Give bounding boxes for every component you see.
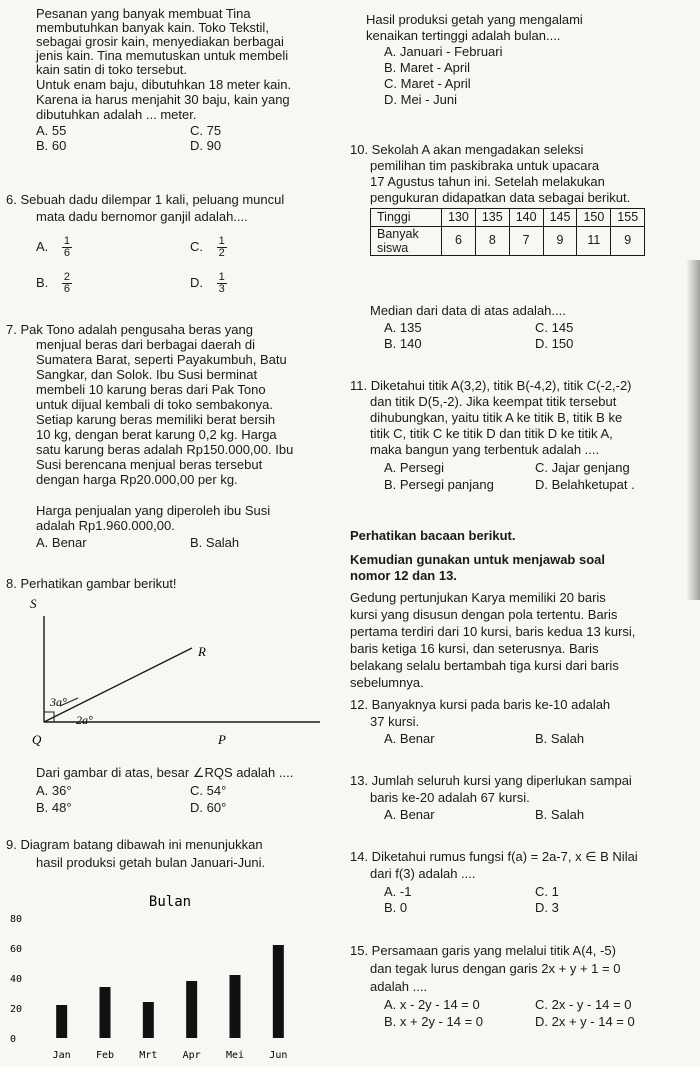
table-cell: 155 — [611, 209, 645, 227]
q6-line-1: 6. Sebuah dadu dilempar 1 kali, peluang muncul — [6, 192, 285, 207]
q6-option-d-numerator: 1 — [218, 271, 225, 283]
bar-mei — [230, 975, 241, 1038]
table-cell: 130 — [442, 209, 476, 227]
q7-statement-line-2: adalah Rp1.960.000,00. — [36, 518, 175, 533]
y-tick-label: 40 — [10, 974, 23, 985]
q11-option-b[interactable]: B. Persegi panjang — [384, 477, 494, 492]
reading-subtitle-line-2: nomor 12 dan 13. — [350, 568, 457, 583]
table-cell: 8 — [475, 227, 509, 256]
reading-title: Perhatikan bacaan berikut. — [350, 528, 516, 543]
label-angle-2a: 2a° — [76, 713, 93, 727]
q6-option-b-fraction — [62, 272, 72, 295]
table-cell: 145 — [543, 209, 577, 227]
q11-line-1: 11. Diketahui titik A(3,2), titik B(-4,2), titik C(-2,-2) — [350, 378, 632, 393]
label-s: S — [30, 596, 37, 611]
q11-line-5: maka bangun yang terbentuk adalah .... — [370, 442, 600, 457]
q6-option-c-fraction — [217, 236, 227, 259]
q8-option-b[interactable]: B. 48° — [36, 800, 72, 815]
q6-option-d-fraction — [217, 272, 227, 295]
q11-option-d[interactable]: D. Belahketupat . — [535, 477, 635, 492]
q8-intro: 8. Perhatikan gambar berikut! — [6, 576, 177, 591]
q12-line-1: 12. Banyaknya kursi pada baris ke-10 adalah — [350, 697, 611, 712]
y-tick-label: 60 — [10, 944, 23, 955]
q6-option-b-denominator: 6 — [63, 283, 71, 295]
q11-option-c[interactable]: C. Jajar genjang — [535, 460, 630, 475]
q7-line-6: untuk dijual kembali di toko sembakonya. — [36, 397, 274, 412]
table-cell: 135 — [475, 209, 509, 227]
q6-option-a-numerator: 1 — [63, 235, 71, 247]
q7-line-3: Sumatera Barat, seperti Payakumbuh, Batu — [36, 352, 287, 367]
q7-line-5: membeli 10 karung beras dari Pak Tono — [36, 382, 266, 397]
q6-option-c-denominator: 2 — [218, 247, 225, 259]
bar-mrt — [143, 1002, 154, 1038]
q9-line-1: 9. Diagram batang dibawah ini menunjukkan — [6, 837, 263, 852]
q14-option-a[interactable]: A. -1 — [384, 884, 412, 899]
q10-line-3: 17 Agustus tahun ini. Setelah melakukan — [370, 174, 605, 189]
table-cell: 7 — [509, 227, 543, 256]
q5-line-7: Karena ia harus menjahit 30 baju, kain yang — [36, 92, 290, 107]
table-cell: 9 — [611, 227, 645, 256]
q7-line-10: Susi berencana menjual beras tersebut — [36, 457, 263, 472]
q6-option-d[interactable] — [190, 272, 227, 295]
q5-line-6: Untuk enam baju, dibutuhkan 18 meter kain. — [36, 77, 292, 92]
q5-line-8: dibutuhkan adalah ... meter. — [36, 107, 197, 122]
q11-line-2: dan titik D(5,-2). Jika keempat titik tersebut — [370, 394, 617, 409]
q6-option-a-label: A. — [36, 238, 49, 254]
q5-option-d[interactable]: D. 90 — [190, 138, 222, 153]
q13-option-a[interactable]: A. Benar — [384, 807, 435, 822]
reading-line-6: sebelumnya. — [350, 675, 424, 690]
q5-option-b[interactable]: B. 60 — [36, 138, 67, 153]
height-data-table — [370, 208, 645, 256]
q6-option-d-label: D. — [190, 274, 203, 290]
q14-option-c[interactable]: C. 1 — [535, 884, 559, 899]
q8-option-a[interactable]: A. 36° — [36, 783, 72, 798]
q15-option-d[interactable]: D. 2x + y - 14 = 0 — [535, 1014, 635, 1029]
q5-line-1: Pesanan yang banyak membuat Tina — [36, 6, 251, 21]
q9-option-c[interactable]: C. Maret - April — [384, 76, 471, 91]
q5-line-5: kain satin di toko tersebut. — [36, 62, 188, 77]
q15-option-b[interactable]: B. x + 2y - 14 = 0 — [384, 1014, 483, 1029]
q6-option-c-numerator: 1 — [218, 235, 225, 247]
q14-option-d[interactable]: D. 3 — [535, 900, 559, 915]
q6-option-d-denominator: 3 — [218, 283, 225, 295]
bar-apr — [186, 981, 197, 1038]
x-tick-label: Jan — [52, 1050, 71, 1061]
q7-line-1: 7. Pak Tono adalah pengusaha beras yang — [6, 322, 253, 337]
table-cell: 140 — [509, 209, 543, 227]
bar-feb — [100, 987, 111, 1038]
q15-line-3: adalah .... — [370, 979, 428, 994]
q13-option-b[interactable]: B. Salah — [535, 807, 585, 822]
q10-option-d[interactable]: D. 150 — [535, 336, 574, 351]
production-bar-chart — [0, 880, 330, 1065]
q13-line-2: baris ke-20 adalah 67 kursi. — [370, 790, 530, 805]
q15-option-c[interactable]: C. 2x - y - 14 = 0 — [535, 997, 632, 1012]
reading-line-3: pertama terdiri dari 10 kursi, baris kedua 13 kursi, — [350, 624, 636, 639]
table-row — [371, 227, 645, 256]
q5-line-4: jenis kain. Tina memutuskan untuk membeli — [36, 48, 289, 63]
q6-option-c[interactable] — [190, 236, 227, 259]
q12-option-a[interactable]: A. Benar — [384, 731, 435, 746]
q9-option-d[interactable]: D. Mei - Juni — [384, 92, 457, 107]
q6-option-a-fraction — [62, 236, 72, 259]
q7-line-4: Sangkar, dan Solok. Ibu Susi berminat — [36, 367, 258, 382]
q10-line-4: pengukuran didapatkan data sebagai berikut. — [370, 190, 631, 205]
q13-line-1: 13. Jumlah seluruh kursi yang diperlukan sampai — [350, 773, 632, 788]
q11-line-3: dihubungkan, yaitu titik A ke titik B, titik B ke — [370, 410, 623, 425]
q15-line-2: dan tegak lurus dengan garis 2x + y + 1 = 0 — [370, 961, 621, 976]
q7-line-8: 10 kg, dengan berat karung 0,2 kg. Harga — [36, 427, 277, 442]
q7-option-a[interactable]: A. Benar — [36, 535, 87, 550]
table-cell: 11 — [577, 227, 611, 256]
q6-option-a-denominator: 6 — [63, 247, 71, 259]
label-angle-3a: 3a° — [50, 695, 67, 709]
table-header-tinggi: Tinggi — [371, 209, 442, 227]
q9-cont-line-1: Hasil produksi getah yang mengalami — [366, 12, 583, 27]
q10-option-b[interactable]: B. 140 — [384, 336, 422, 351]
q8-angle-figure — [30, 594, 330, 754]
q6-line-2: mata dadu bernomor ganjil adalah.... — [36, 209, 248, 224]
q7-option-b[interactable]: B. Salah — [190, 535, 240, 550]
q9-option-b[interactable]: B. Maret - April — [384, 60, 470, 75]
q14-option-b[interactable]: B. 0 — [384, 900, 408, 915]
reading-subtitle-line-1: Kemudian gunakan untuk menjawab soal — [350, 552, 605, 567]
q5-line-3: sebagai grosir kain, menyediakan berbagai — [36, 34, 284, 49]
q9-cont-line-2: kenaikan tertinggi adalah bulan.... — [366, 28, 561, 43]
reading-line-5: belakang selalu bertambah tiga kursi dari baris — [350, 658, 619, 673]
q7-line-11: dengan harga Rp20.000,00 per kg. — [36, 472, 238, 487]
q10-line-1: 10. Sekolah A akan mengadakan seleksi — [350, 142, 584, 157]
q6-option-b-label: B. — [36, 274, 49, 290]
chart-title: Bulan — [148, 894, 192, 910]
y-tick-label: 20 — [10, 1004, 23, 1015]
q6-option-b[interactable] — [36, 272, 72, 295]
page-edge-shadow — [686, 260, 700, 600]
q8-option-c[interactable]: C. 54° — [190, 783, 227, 798]
q9-line-2: hasil produksi getah bulan Januari-Juni. — [36, 855, 266, 870]
q5-option-a[interactable]: A. 55 — [36, 123, 67, 138]
q11-line-4: titik C, titik C ke titik D dan titik D ke titik A, — [370, 426, 613, 441]
q8-option-d[interactable]: D. 60° — [190, 800, 227, 815]
q15-option-a[interactable]: A. x - 2y - 14 = 0 — [384, 997, 480, 1012]
q9-option-a[interactable]: A. Januari - Februari — [384, 44, 503, 59]
label-r: R — [198, 644, 206, 659]
q15-line-1: 15. Persamaan garis yang melalui titik A(4, -5) — [350, 943, 616, 958]
y-tick-label: 0 — [10, 1034, 17, 1045]
table-cell: 150 — [577, 209, 611, 227]
x-tick-label: Apr — [182, 1050, 201, 1061]
table-cell: 6 — [442, 227, 476, 256]
q6-option-c-label: C. — [190, 238, 203, 254]
reading-line-4: baris ketiga 16 kursi, dan seterusnya. Baris — [350, 641, 599, 656]
q5-option-c[interactable]: C. 75 — [190, 123, 222, 138]
q14-line-1: 14. Diketahui rumus fungsi f(a) = 2a-7, x ∈ B Nilai — [350, 849, 638, 864]
x-tick-label: Mei — [225, 1050, 245, 1061]
table-row — [371, 209, 645, 227]
x-tick-label: Jun — [269, 1050, 288, 1061]
table-header-banyak-siswa: Banyak siswa — [371, 227, 442, 256]
q10-question: Median dari data di atas adalah.... — [370, 303, 566, 318]
q8-question: Dari gambar di atas, besar ∠RQS adalah .... — [36, 765, 294, 780]
reading-line-1: Gedung pertunjukan Karya memiliki 20 baris — [350, 590, 606, 605]
reading-line-2: kursi yang disusun dengan pola tertentu. Baris — [350, 607, 618, 622]
q7-line-9: satu karung beras adalah Rp150.000,00. Ibu — [36, 442, 294, 457]
q6-option-a[interactable] — [36, 236, 72, 259]
q11-option-a[interactable]: A. Persegi — [384, 460, 444, 475]
bar-jun — [273, 945, 284, 1038]
q14-line-2: dari f(3) adalah .... — [370, 866, 476, 881]
label-p: P — [218, 732, 226, 747]
x-tick-label: Feb — [95, 1050, 115, 1061]
table-cell: 9 — [543, 227, 577, 256]
q10-option-c[interactable]: C. 145 — [535, 320, 574, 335]
q7-statement-line-1: Harga penjualan yang diperoleh ibu Susi — [36, 503, 271, 518]
ray-qr — [44, 648, 192, 722]
q10-option-a[interactable]: A. 135 — [384, 320, 422, 335]
y-tick-label: 80 — [10, 914, 23, 925]
q5-line-2: membutuhkan banyak kain. Toko Tekstil, — [36, 20, 269, 35]
q7-line-7: Setiap karung beras memiliki berat bersih — [36, 412, 276, 427]
q12-line-2: 37 kursi. — [370, 714, 420, 729]
bar-jan — [56, 1005, 67, 1038]
q10-line-2: pemilihan tim paskibraka untuk upacara — [370, 158, 600, 173]
q7-line-2: menjual beras dari berbagai daerah di — [36, 337, 255, 352]
q6-option-b-numerator: 2 — [63, 271, 71, 283]
x-tick-label: Mrt — [139, 1050, 158, 1061]
q12-option-b[interactable]: B. Salah — [535, 731, 585, 746]
label-q: Q — [32, 732, 42, 747]
